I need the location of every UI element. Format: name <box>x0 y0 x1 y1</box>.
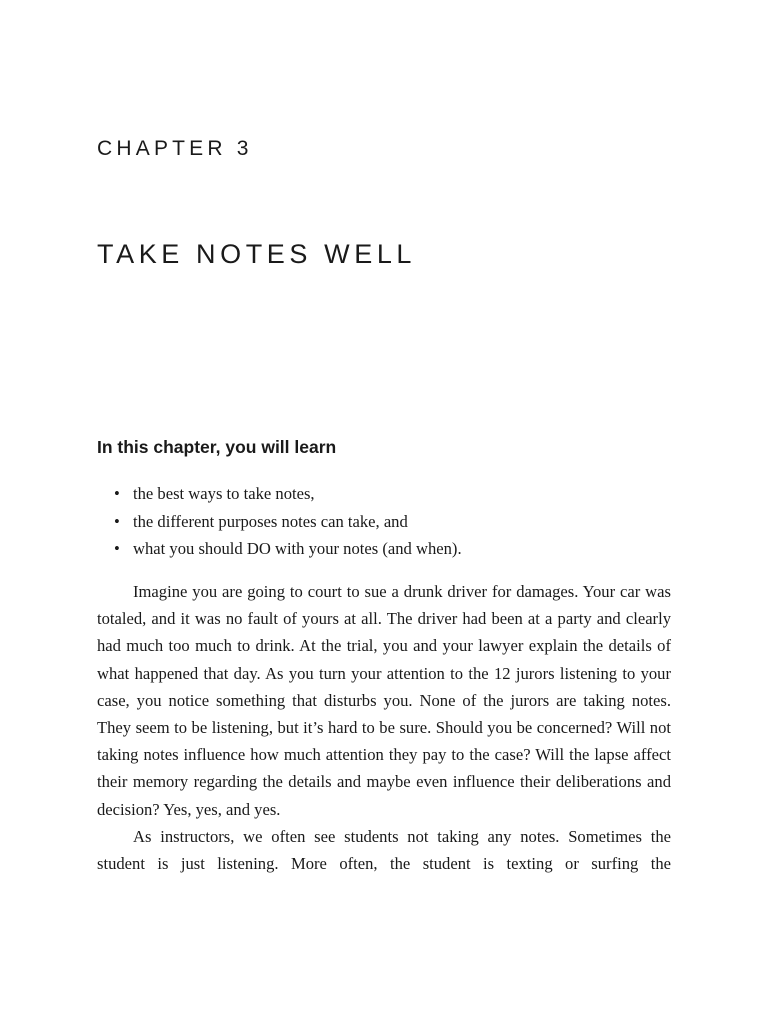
bullet-icon: • <box>114 484 120 503</box>
learning-objectives-list <box>114 480 462 563</box>
list-item <box>114 480 462 508</box>
chapter-title: TAKE NOTES WELL <box>97 239 417 269</box>
body-paragraph: As instructors, we often see students not taking any notes. Sometimes the student is just listening. More often, the student is texting or surfing the <box>97 826 671 874</box>
body-text <box>97 578 671 877</box>
list-item-text: the different purposes notes can take, and <box>133 511 408 531</box>
list-item-text: the best ways to take notes, <box>133 484 315 503</box>
body-paragraph: Imagine you are going to court to sue a drunk driver for damages. Your car was totaled, and it was no fault of yours at all. The driver had been at a party and clearly had much too much to drink. At the trial, you and your lawyer explain the details of what happened that day. As you turn your attention to the 12 jurors listening to your case, you notice something that disturbs you. None of the jurors are taking notes. They seem to be listening, but it’s hard to be sure. Should you be concerned? Will not taking notes influence how much attention they pay to the case? Will the lapse affect their memory regarding the details and maybe even influence their deliberations and decision? Yes, yes, and yes. <box>97 582 671 819</box>
list-item <box>114 508 462 536</box>
list-item-text: what you should DO with your notes (and when). <box>133 539 462 558</box>
bullet-icon: • <box>114 511 120 531</box>
list-item <box>114 535 462 563</box>
chapter-number: CHAPTER 3 <box>97 137 253 160</box>
bullet-icon: • <box>114 539 120 558</box>
learning-objectives-heading: In this chapter, you will learn <box>97 437 337 457</box>
